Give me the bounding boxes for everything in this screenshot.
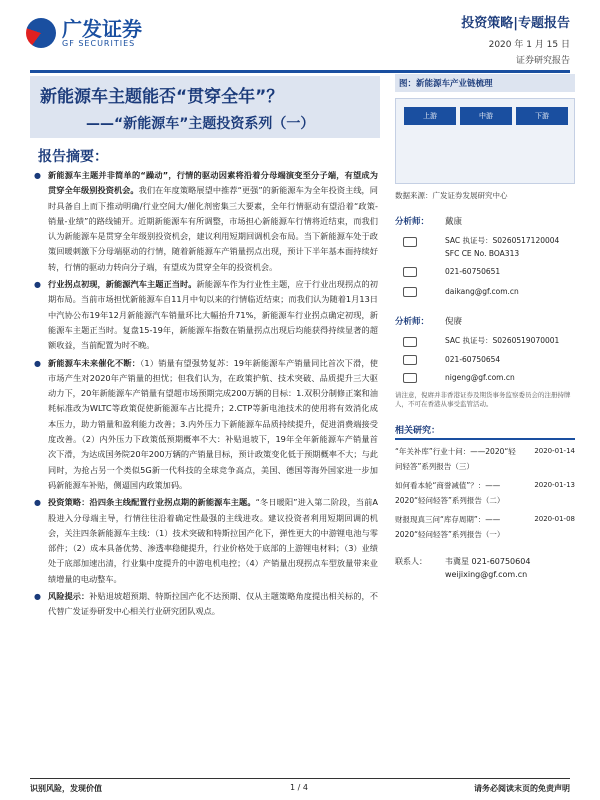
figure-label: 图：新能源车产业链梳理: [395, 74, 575, 92]
abstract-paragraph: [34, 356, 378, 494]
abstract-paragraph: [34, 495, 378, 587]
analyst-name: 戴康: [445, 217, 463, 227]
figure-chip-downstream: 下游: [516, 107, 568, 125]
paragraph-lead: 新能源车主题并非简单的“躁动”，行情的驱动因素将沿着分母端演变至分子端，有望成为贯穿全年级别投资机会。: [48, 170, 378, 196]
related-item-date: 2020-01-08: [534, 515, 575, 523]
contact-email[interactable]: weijixing@gf.com.cn: [445, 570, 528, 579]
report-dept: 证券研究报告: [515, 56, 570, 66]
analyst-sac: SAC 执证号：S0260517120004: [445, 236, 560, 245]
analyst-disclaimer: 请注意，倪赓并非香港证券及期货事务监察委员会的注册持牌人，不可在香港从事受监管活动。: [395, 391, 571, 408]
id-card-icon: [403, 237, 417, 247]
brand-logo: [26, 18, 142, 48]
paragraph-text: 新能源车作为行业性主题，应于行业出现拐点的初期布局。当前市场担忧新能源车自11月中旬以来的行情临近结束；而我们认为随着1月13日中汽协公布19年12月新能源汽车销量环比大幅抬升71%，新能源车行业拐点确定初现，新能源车主题正当时。复盘15-19年，新能源车指数在销量拐点出现后均能获得持续显著的超额收益，当前配置为时不晚。: [48, 279, 378, 351]
analyst-sac: SAC 执证号：S0260519070001: [445, 336, 560, 345]
analyst-label: 分析师：: [395, 317, 430, 327]
paragraph-text: （1）销量有望强势复苏：19年新能源车产销量同比首次下滑，使市场产生对2020年产销量的担忧；但我们认为，在政策护航、技术突破、品质提升三大驱动力下，20年新能源车产销量有望超市场预期完成200万辆的目标：1.双积分制修正案和油耗标准改为WLTC等政策促使新能源车占比提升；2.CTP等新电池技术的使用将有效消化成本压力，助力销量和盈利能力改善；3.内外压力下新能源车品质持续提升，促进消费端接受度改善。（2）内外压力下政策低预期概率不大：补贴退坡下，19年全年新能源车产销量首次下滑，为达成国务院20年200万辆的产销量目标，预计政策变化低于预期概率不大；与此同时，为抢占另一个类似5G新一代科技的全球竞争高点，美国、德国等海外国家进一步加码新能源车补贴，侧逼国内政策加码。: [48, 357, 378, 490]
figure-chip-midstream: 中游: [460, 107, 512, 125]
analyst-name: 倪赓: [445, 317, 463, 327]
page-number: 1 / 4: [290, 783, 308, 792]
related-item[interactable]: [395, 478, 575, 508]
related-item[interactable]: [395, 444, 575, 474]
analyst-phone: 021-60750651: [445, 267, 501, 276]
gf-logo-icon: [26, 18, 56, 48]
abstract-paragraph: [34, 168, 378, 275]
report-date: 2020 年 1 月 15 日: [488, 40, 570, 50]
industry-chain-figure: [395, 98, 575, 184]
header-divider: [30, 70, 570, 73]
brand-name-cn: 广发证券: [62, 16, 142, 41]
related-item-text: “年关补库”行业十问：——2020“轻问轻答”系列报告（三）: [395, 447, 516, 471]
paragraph-text: 我们在年度策略展望中推荐“更强”的新能源车为全年投资主线，同时具备自上而下推动明确/行业空间大/催化剂密集三大要素，全年行情驱动有望沿着“政策-销量-业绩”的路线铺开。近期新能源车有所调整，市场担心新能源车行情将近结束，而我们认为新能源车是贯穿全年级别投资机会，建议利用短期回调机会布局。当下新能源车处于政策回暖刺激下分母端驱动的行情，随着新能源车产销量拐点出现，预计下半年基本面持续好转，行情的驱动力转向分子端，有望成为贯穿全年的投资机会。: [48, 185, 378, 272]
paragraph-lead: 投资策略：沿四条主线配置行业拐点期的新能源车主题。: [48, 497, 256, 508]
paragraph-text: “冬日暖阳”进入第二阶段，当前A股进入分母端主导，行情往往沿着确定性最强的主线进攻。建议投资者利用短期回调的机会，关注四条新能源车主线：（1）技术突破和特斯拉国产化下，弹性更大的中游锂电池与零部件；（2）成本具备优势、渗透率稳健提升，行业价格处于底部的上游锂电材料；（3）业绩处于底部加速出清，行业集中度提升的中游电机电控；（4）产销量出现拐点车型放量带来业绩增量的电动整车。: [48, 497, 378, 584]
id-card-icon: [403, 337, 417, 347]
sidebar: [395, 74, 575, 586]
related-research-title: 相关研究：: [395, 423, 575, 440]
footer-divider: [30, 778, 570, 779]
abstract-title: 报告摘要：: [38, 149, 108, 165]
analyst-email[interactable]: daikang@gf.com.cn: [445, 287, 519, 296]
figure-chip-upstream: 上游: [404, 107, 456, 125]
brand-name-en: GF SECURITIES: [62, 38, 136, 48]
title-box: [30, 76, 380, 138]
paragraph-lead: 行业拐点初现，新能源汽车主题正当时。: [48, 279, 197, 290]
phone-icon: [403, 267, 417, 277]
footer-disclaimer: 请务必阅读末页的免责声明: [474, 784, 570, 793]
phone-icon: [403, 355, 417, 365]
analyst-label: 分析师：: [395, 217, 430, 227]
related-item[interactable]: [395, 512, 575, 542]
analyst-sfc: SFC CE No. BOA313: [445, 249, 520, 258]
contact-block: [395, 556, 575, 586]
email-icon: [403, 287, 417, 297]
abstract-body: [34, 168, 378, 622]
contact-name-phone: 韦冀星 021-60750604: [445, 557, 531, 566]
analyst-block: [395, 215, 575, 315]
related-item-text: 财报现真三问“库存周期”：——2020“轻问轻答”系列报告（一）: [395, 515, 505, 539]
related-item-date: 2020-01-13: [534, 481, 575, 489]
email-icon: [403, 373, 417, 383]
report-type: 投资策略|专题报告: [461, 16, 570, 31]
abstract-paragraph: [34, 589, 378, 620]
report-title: 新能源车主题能否“贯穿全年”？: [40, 87, 284, 107]
analyst-email[interactable]: nigeng@gf.com.cn: [445, 373, 515, 382]
related-item-date: 2020-01-14: [534, 447, 575, 455]
contact-label: 联系人：: [395, 557, 427, 566]
paragraph-lead: 风险提示：: [48, 591, 90, 602]
footer-slogan: 识别风险，发现价值: [30, 784, 102, 793]
abstract-paragraph: [34, 277, 378, 353]
report-subtitle: ——“新能源车”主题投资系列（一）: [86, 116, 315, 132]
report-header: [0, 0, 600, 70]
analyst-phone: 021-60750654: [445, 355, 501, 364]
paragraph-text: 补贴退坡超预期、特斯拉国产化不达预期、仅从主题策略角度提出相关标的，不代替广发证券研发中心相关行业研究团队观点。: [48, 591, 378, 617]
analyst-block: [395, 315, 575, 387]
figure-source: 数据来源：广发证券发展研究中心: [395, 191, 508, 200]
paragraph-lead: 新能源车未来催化不断：: [48, 357, 141, 368]
related-item-text: 如何看本轮“商誉减值”？：——2020“轻问轻答”系列报告（二）: [395, 481, 505, 505]
